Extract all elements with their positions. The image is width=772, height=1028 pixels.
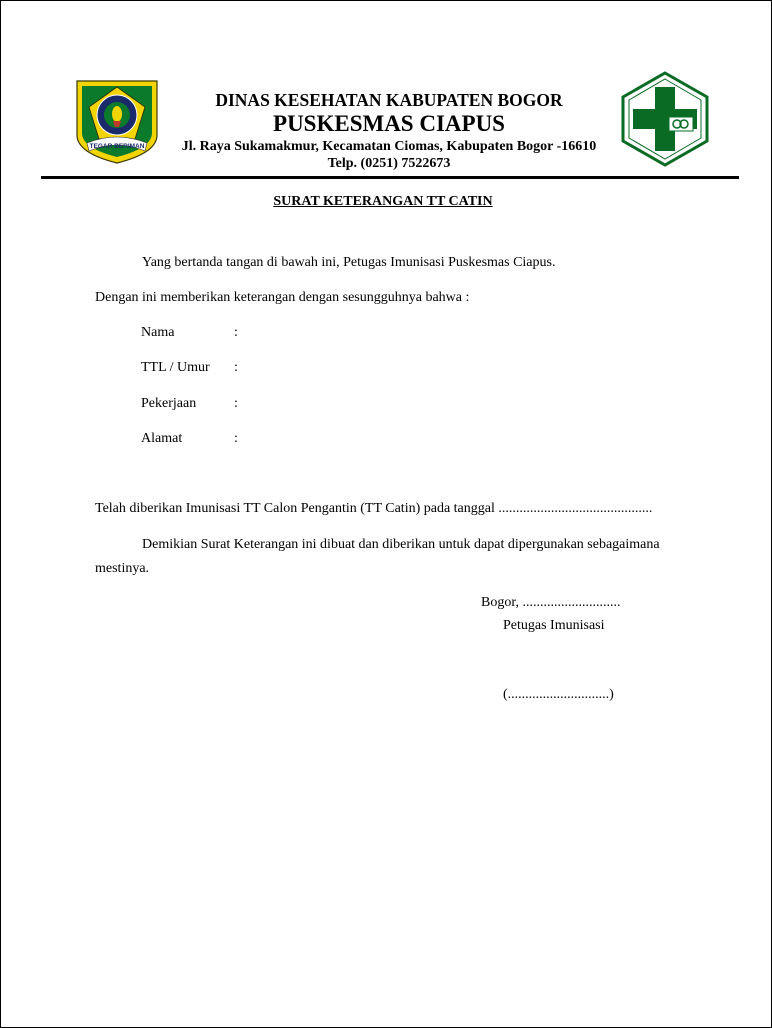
signature-role: Petugas Imunisasi: [503, 618, 605, 633]
intro-paragraph: Yang bertanda tangan di bawah ini, Petugas Imunisasi Puskesmas Ciapus.: [142, 255, 556, 270]
agency-name: DINAS KESEHATAN KABUPATEN BOGOR: [215, 90, 563, 110]
header-divider: [41, 176, 739, 179]
document-title: SURAT KETERANGAN TT CATIN: [273, 194, 493, 209]
letterhead: [161, 89, 617, 172]
field-label-alamat: Alamat: [141, 431, 183, 446]
signature-name-placeholder: (.............................): [503, 687, 614, 702]
closing-paragraph-line2: mestinya.: [95, 561, 150, 576]
emblem-motto: TEGAR BERIMAN: [89, 143, 145, 150]
signature-place-date: Bogor, ............................: [481, 595, 621, 610]
closing-paragraph-line1: Demikian Surat Keterangan ini dibuat dan diberikan untuk dapat dipergunakan sebagaimana: [142, 537, 660, 552]
field-colon: :: [234, 325, 238, 340]
kabupaten-bogor-emblem-icon: [73, 77, 161, 165]
puskesmas-emblem-icon: [619, 71, 711, 167]
phone-line: Telp. (0251) 7522673: [327, 156, 451, 171]
immunization-statement: Telah diberikan Imunisasi TT Calon Pengantin (TT Catin) pada tanggal ............................................: [95, 501, 653, 516]
field-colon: :: [234, 431, 238, 446]
address-line: Jl. Raya Sukamakmur, Kecamatan Ciomas, Kabupaten Bogor -16610: [181, 139, 597, 154]
field-label-pekerjaan: Pekerjaan: [141, 396, 197, 411]
field-colon: :: [234, 396, 238, 411]
field-colon: :: [234, 360, 238, 375]
field-label-ttl-umur: TTL / Umur: [141, 360, 210, 375]
statement-line: Dengan ini memberikan keterangan dengan sesungguhnya bahwa :: [95, 290, 470, 305]
field-label-nama: Nama: [141, 325, 175, 340]
institution-name: PUSKESMAS CIAPUS: [273, 111, 505, 136]
